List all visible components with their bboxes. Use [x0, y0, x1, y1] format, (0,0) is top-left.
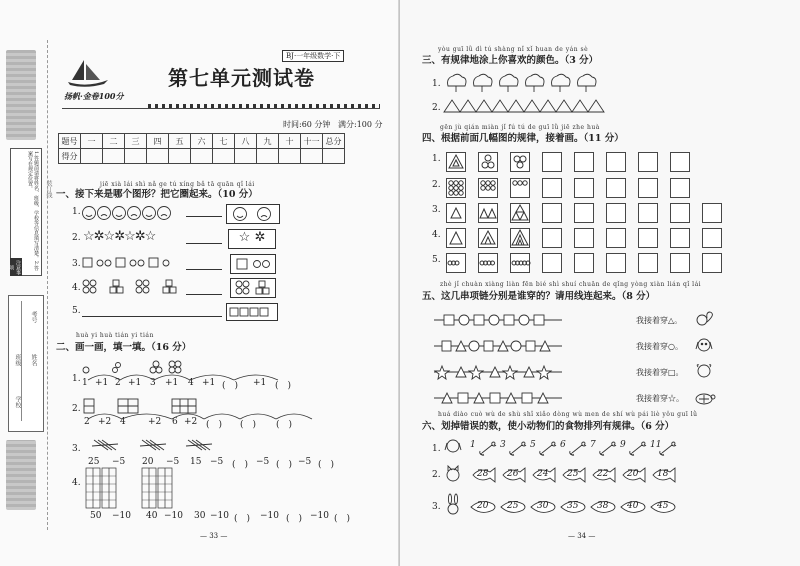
q4-answer-box[interactable]	[574, 178, 594, 198]
score-table-header: 十	[279, 134, 301, 149]
notice-box	[10, 148, 42, 276]
q1-item-3-shape-sequence	[82, 256, 182, 270]
q1-item-5-answer-line	[82, 316, 222, 317]
q6-food-item[interactable]	[650, 440, 676, 458]
score-table-header: 十一	[301, 134, 323, 149]
q4-answer-box[interactable]	[574, 203, 594, 223]
q5-title: 五、这几串项链分别是谁穿的？请用线连起来。（8 分）	[422, 291, 656, 302]
q4-title: 四、根据前面几幅图的规律，接着画。（11 分）	[422, 133, 624, 144]
field-class-label: 班级	[14, 354, 21, 366]
q6-food-item[interactable]	[530, 440, 556, 458]
score-table-header: 二	[103, 134, 125, 149]
cat-icon	[444, 464, 462, 484]
field-exam-no-label: 考号	[30, 311, 37, 323]
q6-food-item[interactable]	[590, 440, 616, 458]
sheep-icon	[694, 362, 716, 380]
q4-example-box	[446, 203, 466, 223]
q6-row1-number: 1.	[432, 444, 441, 454]
score-table-header: 三	[125, 134, 147, 149]
notice-title: 注意事项	[8, 259, 21, 275]
score-cell[interactable]	[323, 149, 345, 164]
q4-example-box	[446, 253, 466, 273]
q2-row3-blank[interactable]: ( )	[232, 460, 249, 470]
dog-icon	[694, 336, 716, 354]
q5-pinyin: zhè jǐ chuàn xiàng liàn fēn bié shì shuí chuān de qǐng yòng xiàn lián qǐ lái	[440, 281, 702, 288]
q6-food-item[interactable]	[500, 498, 526, 516]
q4-example-box	[510, 228, 530, 248]
q4-answer-box[interactable]	[702, 228, 722, 248]
sailboat-logo	[64, 58, 110, 88]
binding-strip-bottom	[6, 440, 36, 510]
q2-row4-ten-blocks	[84, 466, 194, 512]
q1-item-3-number: 3.	[72, 259, 81, 269]
q6-food-number: 20	[627, 469, 639, 479]
score-cell[interactable]	[279, 149, 301, 164]
q4-answer-box[interactable]	[606, 253, 626, 273]
brand-name: 扬帆·金卷100分	[64, 91, 124, 101]
q6-food-number: 9	[620, 440, 626, 450]
q2-row2-blank[interactable]: ( )	[206, 420, 223, 430]
q4-item-number: 4.	[432, 230, 441, 240]
q2-row4-blank[interactable]: ( )	[334, 514, 351, 524]
q1-item-4-choice-box[interactable]	[230, 278, 276, 298]
q6-food-item[interactable]	[620, 498, 646, 516]
page-title: 第七单元测试卷	[168, 66, 315, 90]
q2-row1-arcs	[84, 372, 304, 382]
q2-row2-term: 4	[120, 417, 126, 427]
q6-row2-number: 2.	[432, 470, 441, 480]
time-limit: 时间:60 分钟	[283, 120, 331, 129]
score-table-header: 题号	[59, 134, 81, 149]
q6-food-item[interactable]	[560, 498, 586, 516]
q1-item-4-block-sequence	[82, 279, 182, 295]
q4-example-box	[510, 178, 530, 198]
q4-answer-box[interactable]	[542, 203, 562, 223]
q4-example-box	[510, 253, 530, 273]
q6-food-item[interactable]	[500, 440, 526, 458]
score-cell[interactable]	[301, 149, 323, 164]
field-name-label: 姓名	[30, 354, 37, 366]
q4-example-box	[446, 152, 466, 172]
q4-answer-box[interactable]	[702, 253, 722, 273]
q2-row2-step: +2	[148, 417, 162, 427]
q5-necklace-4[interactable]	[434, 390, 564, 406]
q2-row1-term: 4	[188, 378, 194, 388]
q6-food-item[interactable]	[560, 440, 586, 458]
q1-item-4-number: 4.	[72, 283, 81, 293]
q2-row3-term: 20	[142, 457, 154, 467]
q6-food-number: 22	[597, 469, 609, 479]
q6-food-number: 5	[530, 440, 536, 450]
score-cell[interactable]	[125, 149, 147, 164]
q2-row3-term: 15	[190, 457, 202, 467]
q6-food-number: 6	[560, 440, 566, 450]
q4-example-box	[478, 203, 498, 223]
q2-row1-step: +1	[128, 378, 142, 388]
dog-icon	[444, 437, 462, 457]
q6-pinyin: huá diào cuò wù de shù shǐ xiǎo dòng wù men de shí wù pái liè yǒu guī lǜ	[438, 411, 698, 418]
q5-claim-2: 我接着穿○。	[636, 342, 683, 351]
squirrel-icon	[694, 310, 716, 328]
q1-item-1-choice-box[interactable]	[226, 204, 280, 224]
q6-food-number: 7	[590, 440, 596, 450]
q4-answer-box[interactable]	[638, 152, 658, 172]
score-cell[interactable]	[169, 149, 191, 164]
q6-food-item[interactable]	[500, 466, 526, 484]
q6-food-item[interactable]	[530, 466, 556, 484]
q4-answer-box[interactable]	[606, 178, 626, 198]
q6-food-number: 30	[537, 501, 549, 511]
q2-row3-term: 25	[88, 457, 100, 467]
q2-row1-step: +1	[202, 378, 216, 388]
q4-answer-box[interactable]	[574, 152, 594, 172]
q5-necklace-3[interactable]	[434, 364, 564, 380]
q6-food-number: 1	[470, 440, 476, 450]
score-cell[interactable]	[235, 149, 257, 164]
q4-answer-box[interactable]	[638, 228, 658, 248]
q2-row4-step: −10	[210, 511, 229, 521]
q6-food-number: 40	[627, 501, 639, 511]
q1-item-3-choice-box[interactable]	[230, 254, 276, 274]
q2-row3-step: −5	[256, 457, 270, 467]
q1-item-2-answer-line	[186, 243, 222, 244]
q1-item-1-number: 1.	[72, 207, 81, 217]
q2-row2-step: +2	[184, 417, 198, 427]
q4-answer-box[interactable]	[574, 228, 594, 248]
q2-row1-term: 3	[150, 378, 156, 388]
q6-food-item[interactable]	[560, 466, 586, 484]
score-table-header: 八	[235, 134, 257, 149]
score-table-header: 六	[191, 134, 213, 149]
q6-food-item[interactable]	[470, 440, 496, 458]
q2-row1-blank[interactable]: ( )	[275, 381, 292, 391]
q2-row3-number: 3.	[72, 444, 81, 454]
q6-food-number: 18	[657, 469, 669, 479]
q4-item-number: 5.	[432, 255, 441, 265]
q5-necklace-2[interactable]	[434, 338, 564, 354]
score-table	[58, 133, 345, 164]
q1-item-3-answer-line	[186, 269, 222, 270]
q6-food-item[interactable]	[590, 498, 616, 516]
score-table-header: 五	[169, 134, 191, 149]
q4-answer-box[interactable]	[670, 228, 690, 248]
q2-row3-blank[interactable]: ( )	[276, 460, 293, 470]
q4-example-box	[478, 228, 498, 248]
q4-answer-box[interactable]	[638, 178, 658, 198]
q2-row3-blank[interactable]: ( )	[318, 460, 335, 470]
q1-item-1-answer-line	[186, 216, 222, 217]
q3-item-1-trees[interactable]	[444, 72, 594, 96]
q2-row4-step: −10	[310, 511, 329, 521]
q2-row3-step: −5	[112, 457, 126, 467]
q6-food-item[interactable]	[650, 466, 676, 484]
q6-food-number: 45	[657, 501, 669, 511]
q2-row4-term: 50	[90, 511, 102, 521]
fold-line	[47, 40, 49, 530]
q4-example-box	[510, 152, 530, 172]
binding-strip-top	[6, 50, 36, 140]
q1-item-4-answer-line	[186, 294, 222, 295]
q2-row4-term: 30	[194, 511, 206, 521]
q2-title: 二、画一画，填一填。（16 分）	[56, 342, 192, 353]
q2-row4-step: −10	[164, 511, 183, 521]
q2-row2-term: 6	[172, 417, 178, 427]
q4-answer-box[interactable]	[606, 203, 626, 223]
q6-food-item[interactable]	[530, 498, 556, 516]
q4-answer-box[interactable]	[670, 178, 690, 198]
full-score: 满分:100 分	[338, 120, 383, 129]
q1-item-1-smiley-sequence	[82, 205, 182, 221]
q4-answer-box[interactable]	[670, 253, 690, 273]
q4-answer-box[interactable]	[638, 253, 658, 273]
q4-answer-box[interactable]	[542, 228, 562, 248]
q2-row2-term: 2	[84, 417, 90, 427]
q2-row1-term: 1	[82, 378, 88, 388]
q6-food-number: 25	[567, 469, 579, 479]
q6-food-number: 35	[567, 501, 579, 511]
score-cell[interactable]	[103, 149, 125, 164]
q6-food-item[interactable]	[620, 466, 646, 484]
q2-row3-step: −5	[166, 457, 180, 467]
q2-row1-term: 2	[115, 378, 121, 388]
q4-example-box	[478, 152, 498, 172]
q2-row3-step: −5	[210, 457, 224, 467]
field-school-label: 学校	[14, 396, 21, 408]
q2-row2-number: 2.	[72, 404, 81, 414]
q6-food-item[interactable]	[590, 466, 616, 484]
score-cell[interactable]	[147, 149, 169, 164]
notice-text: 1.答题前请将姓名、班级、学校等信息填写清楚。2.答案写在规定位置。	[27, 151, 39, 271]
q4-example-box	[446, 228, 466, 248]
score-cell[interactable]	[81, 149, 103, 164]
q3-item-1-number: 1.	[432, 79, 441, 89]
q6-food-number: 38	[597, 501, 609, 511]
q4-item-number: 2.	[432, 180, 441, 190]
q4-example-box	[446, 178, 466, 198]
q3-title: 三、有规律地涂上你喜欢的颜色。（3 分）	[422, 55, 599, 66]
q4-answer-box[interactable]	[542, 152, 562, 172]
q2-row4-step: −10	[260, 511, 279, 521]
q6-title: 六、划掉错误的数，使小动物们的食物排列有规律。（6 分）	[422, 421, 675, 432]
score-table-header: 七	[213, 134, 235, 149]
q4-answer-box[interactable]	[670, 152, 690, 172]
series-tag: BJ·一年级数学·下	[282, 50, 344, 62]
q5-claim-1: 我接着穿△。	[636, 316, 683, 325]
q4-answer-box[interactable]	[542, 178, 562, 198]
score-cell[interactable]	[191, 149, 213, 164]
q4-answer-box[interactable]	[542, 253, 562, 273]
q2-row3-sticks	[84, 436, 214, 454]
q1-title: 一、接下来是哪个图形？把它圈起来。（10 分）	[56, 189, 258, 200]
q5-claim-3: 我接着穿□。	[636, 368, 684, 377]
q3-item-2-number: 2.	[432, 103, 441, 113]
page-number-right: — 34 —	[568, 532, 596, 540]
q6-food-number: 11	[650, 440, 662, 450]
q4-pinyin: gēn jù qián miàn jǐ fú tú de guī lǜ jiē zhe huà	[440, 124, 600, 131]
q6-food-number: 24	[537, 469, 549, 479]
right-page	[400, 0, 800, 566]
q2-row1-step: +1	[253, 378, 267, 388]
q4-item-number: 3.	[432, 205, 441, 215]
q6-food-item[interactable]	[620, 440, 646, 458]
score-table-row-label: 得分	[59, 149, 81, 164]
score-table-header: 九	[257, 134, 279, 149]
q2-row4-blank[interactable]: ( )	[286, 514, 303, 524]
q2-row1-number: 1.	[72, 374, 81, 384]
q6-food-item[interactable]	[650, 498, 676, 516]
q2-row1-step: +1	[165, 378, 179, 388]
q2-row2-blank[interactable]: ( )	[276, 420, 293, 430]
q2-row1-step: +1	[95, 378, 109, 388]
q4-example-box	[478, 253, 498, 273]
q3-pinyin: yòu guī lǜ dì tú shàng nǐ xǐ huan de yán sè	[438, 46, 589, 53]
q6-food-number: 3	[500, 440, 506, 450]
page-number-left: — 33 —	[200, 532, 228, 540]
q1-item-5-number: 5.	[72, 306, 81, 316]
q2-row4-term: 40	[146, 511, 158, 521]
score-table-header: 一	[81, 134, 103, 149]
student-info-box	[8, 295, 44, 432]
q6-food-number: 20	[477, 501, 489, 511]
q1-pinyin: jiē xià lái shì nǎ ge tú xíng bǎ tā quān qǐ lái	[100, 181, 255, 188]
header-dots	[148, 104, 380, 108]
score-cell[interactable]	[257, 149, 279, 164]
q2-row2-arcs	[86, 411, 316, 421]
q4-example-box	[478, 178, 498, 198]
q4-example-box	[510, 203, 530, 223]
q6-food-item[interactable]	[470, 466, 496, 484]
turtle-icon	[694, 388, 716, 406]
q1-item-2-choice-box[interactable]: ☆ ✲	[228, 229, 276, 249]
q5-claim-4: 我接着穿☆。	[636, 394, 684, 403]
q4-answer-box[interactable]	[702, 203, 722, 223]
rabbit-icon	[444, 494, 462, 516]
score-cell[interactable]	[213, 149, 235, 164]
q2-row1-blank[interactable]: ( )	[222, 381, 239, 391]
q4-item-number: 1.	[432, 154, 441, 164]
q2-row4-step: −10	[112, 511, 131, 521]
q2-row2-step: +2	[98, 417, 112, 427]
q6-food-number: 25	[507, 501, 519, 511]
q2-row4-number: 4.	[72, 478, 81, 488]
fold-line-label: 装订线	[45, 180, 52, 198]
q4-answer-box[interactable]	[606, 152, 626, 172]
score-table-header: 总分	[323, 134, 345, 149]
q2-row3-step: −5	[298, 457, 312, 467]
q4-answer-box[interactable]	[574, 253, 594, 273]
q2-row2-blank[interactable]: ( )	[240, 420, 257, 430]
q1-item-5-choice-box[interactable]	[226, 303, 278, 321]
q6-food-number: 28	[477, 469, 489, 479]
q4-answer-box[interactable]	[638, 203, 658, 223]
q6-food-item[interactable]	[470, 498, 496, 516]
score-table-header: 四	[147, 134, 169, 149]
q4-answer-box[interactable]	[606, 228, 626, 248]
q2-row4-blank[interactable]: ( )	[234, 514, 251, 524]
q1-item-2-star-sun-sequence: ☆✲☆✲☆✲☆	[83, 229, 156, 244]
q6-row3-number: 3.	[432, 502, 441, 512]
q6-food-number: 26	[507, 469, 519, 479]
q2-pinyin: huà yi huà tián yi tián	[76, 332, 154, 339]
q3-item-2-triangles[interactable]	[444, 98, 614, 114]
q4-answer-box[interactable]	[670, 203, 690, 223]
q5-necklace-1[interactable]	[434, 312, 564, 328]
q1-item-2-number: 2.	[72, 233, 81, 243]
